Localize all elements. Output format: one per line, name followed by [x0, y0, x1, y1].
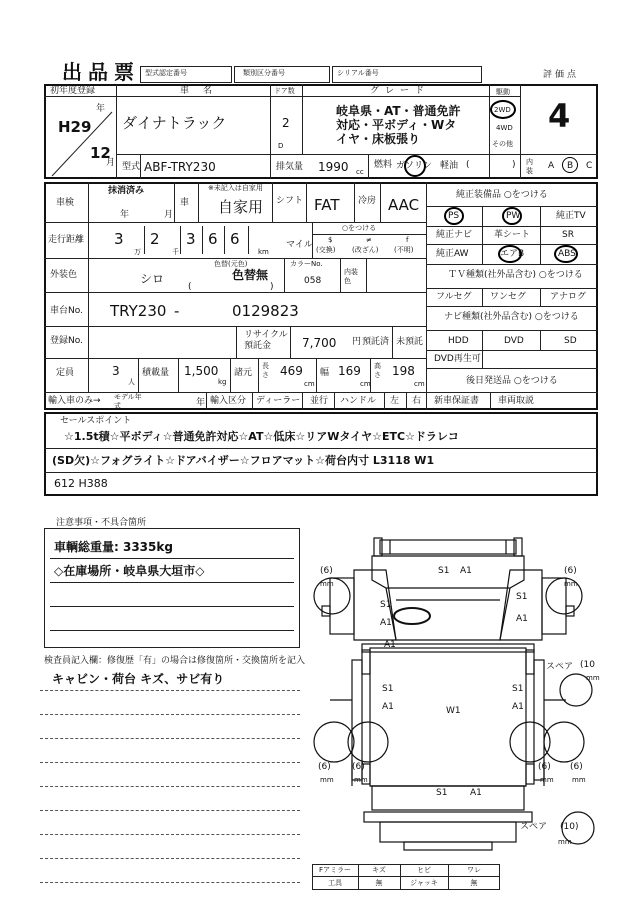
legend-cell: 無 — [375, 879, 383, 887]
displacement-label: 排気量 — [276, 162, 304, 172]
cooler-label: 冷房 — [358, 196, 377, 206]
drive-4wd: 4WD — [496, 124, 513, 132]
dims-label: 諸元 — [234, 368, 253, 378]
mile-label: マイル — [286, 240, 313, 250]
import-div-label: 輸入区分 — [210, 396, 247, 406]
spare-label-2: スペア — [520, 822, 548, 832]
first-reg-month: 12 — [90, 144, 111, 162]
model-year-label: モデル年式 — [114, 393, 142, 410]
model-value: ABF-TRY230 — [144, 160, 216, 174]
width-unit: cm — [360, 380, 371, 388]
damage-mark: A1 — [384, 640, 396, 650]
equip-airbag: エアB — [500, 249, 525, 259]
handle-label: ハンドル — [340, 396, 377, 406]
parallel-label: 並行 — [310, 396, 329, 406]
mile-opt1: $ — [328, 236, 333, 244]
tire-unit-rl1: mm — [320, 776, 334, 784]
equipment-title: 純正装備品 ○をつける — [456, 190, 548, 200]
damage-mark: A1 — [512, 702, 524, 712]
man-unit: 万 — [134, 248, 141, 256]
tire-depth-front-left: (6) — [320, 566, 333, 576]
mileage-label: 走行距離 — [48, 235, 85, 245]
fuel-label: 燃料 — [374, 160, 393, 170]
doors-value: 2 — [282, 116, 290, 130]
navi-dvd: DVD — [504, 336, 524, 346]
spare-unit-1: mm — [586, 674, 600, 682]
shaken-month: 月 — [164, 210, 174, 220]
navi-sd: SD — [564, 336, 577, 346]
legend-header: ワレ — [467, 866, 481, 874]
mile-opt2-sub: (改ざん) — [352, 246, 379, 254]
sales-line3: 612 H388 — [54, 477, 108, 490]
equip-sr: SR — [562, 230, 574, 240]
cooler-value: AAC — [388, 196, 420, 214]
displacement-value: 1990 — [318, 160, 349, 174]
interior-c: C — [586, 161, 593, 171]
notes-line2: ◇在庫場所・岐阜県大垣市◇ — [54, 564, 205, 578]
model-label: 型式 — [122, 162, 141, 172]
recycle-value: 7,700 — [302, 336, 337, 350]
capacity-unit: 人 — [128, 378, 135, 386]
score-label: 評価点 — [543, 70, 580, 80]
damage-mark: A1 — [470, 788, 482, 798]
tire-depth-front-right: (6) — [564, 566, 577, 576]
damage-mark: A1 — [460, 566, 472, 576]
load-unit: kg — [218, 378, 227, 386]
color-change-value: 色替無 — [232, 268, 269, 282]
manual-label: 車両取説 — [498, 396, 535, 406]
oil-paren: ( — [466, 160, 470, 170]
aftermarket-title: 後日発送品 ○をつける — [466, 376, 558, 386]
damage-mark: A1 — [380, 618, 392, 628]
spare-unit-2: mm — [558, 838, 572, 846]
load-label: 積載量 — [142, 368, 170, 378]
dvd-play-label: DVD再生可 — [434, 354, 481, 364]
capacity-label: 定員 — [56, 368, 75, 378]
name-label: 車名 — [180, 86, 227, 96]
grade-line3: イヤ・床板張り — [336, 132, 421, 146]
sales-line2: (SD欠)☆フォグライト☆ドアバイザー☆フロアマット☆荷台内寸 L3118 W1 — [52, 454, 435, 467]
serial-label: シリアル番号 — [337, 69, 379, 77]
sales-label: セールスポイント — [60, 416, 132, 426]
spare-value-2: (10) — [560, 822, 579, 832]
mile-opt2: ≠ — [366, 236, 372, 244]
length-value: 469 — [280, 364, 303, 378]
right-label: 右 — [412, 396, 422, 406]
shift-value: FAT — [314, 196, 340, 214]
mile-mark: ○をつける — [342, 224, 377, 232]
interior-a: A — [548, 161, 555, 171]
shaken-year: 年 — [120, 210, 130, 220]
height-label: 高さ — [374, 362, 381, 379]
mileage-digit-4: 6 — [208, 230, 218, 248]
notes-label: 注意事項・不具合箇所 — [56, 518, 147, 528]
mileage-digit-3: 3 — [186, 230, 196, 248]
import-label: 輸入車のみ→ — [48, 396, 101, 406]
color-label: 外装色 — [50, 270, 78, 280]
shaken-value: 抹消済み — [108, 186, 145, 196]
equip-abs: ABS — [558, 249, 576, 259]
reg-no-label: 登録No. — [50, 336, 83, 346]
tire-unit-fl: mm — [320, 580, 334, 588]
tire-depth-rear-right-1: (6) — [538, 762, 551, 772]
mileage-digit-1: 3 — [114, 230, 124, 248]
mile-opt3-sub: (不明) — [394, 246, 414, 254]
first-reg-year: H29 — [58, 118, 92, 136]
doors-label: ドア数 — [274, 87, 295, 95]
recycle-unpaid: 未預託 — [396, 337, 424, 347]
height-unit: cm — [414, 380, 425, 388]
mile-opt3: f — [406, 236, 409, 244]
capacity-value: 3 — [112, 364, 120, 378]
legend-header: Fアミラー — [318, 866, 352, 874]
recycle-unit: 円 — [352, 337, 362, 347]
color-paren-close: ) — [270, 282, 274, 292]
damage-mark: S1 — [382, 684, 394, 694]
displacement-unit: cc — [356, 168, 364, 176]
color-no-value: 058 — [304, 276, 322, 286]
inspector-line1: キャビン・荷台 キズ、サビ有り — [52, 672, 225, 686]
equip-ps: PS — [448, 211, 460, 221]
class-label: 類別区分番号 — [243, 69, 285, 77]
length-unit: cm — [304, 380, 315, 388]
interior-label: 内装 — [526, 158, 533, 175]
chassis-dash: - — [174, 302, 180, 320]
notes-line1: 車輌総重量: 3335kg — [54, 540, 173, 554]
inspector-label: 検査員記入欄：修復歴「有」の場合は修復箇所・交換箇所を記入 — [44, 656, 306, 666]
drive-other: その他 — [492, 140, 513, 148]
tire-depth-rear-left-2: (6) — [352, 762, 365, 772]
legend-cell: 無 — [470, 879, 478, 887]
length-label: 長さ — [262, 362, 269, 379]
height-value: 198 — [392, 364, 415, 378]
color-value: シロ — [140, 272, 165, 286]
color-change-label: 色替(元色) — [214, 260, 248, 268]
drive-label: 駆動 — [496, 88, 510, 96]
grade-line1: 岐阜県・AT・普通免許 — [336, 104, 461, 118]
first-reg-label: 初年度登録 — [50, 86, 96, 96]
damage-mark: S1 — [380, 600, 392, 610]
mileage-digit-5: 6 — [230, 230, 240, 248]
unreg-note: ※未記入は自家用 — [208, 184, 263, 192]
tire-unit-rr2: mm — [572, 776, 586, 784]
tire-depth-rear-left-1: (6) — [318, 762, 331, 772]
use-value: 自家用 — [218, 198, 264, 216]
recycle-paid: 預託済 — [362, 337, 390, 347]
oil-label: 軽油 — [440, 161, 459, 171]
oil-paren-close: ) — [512, 160, 516, 170]
color-no-label: カラーNo. — [290, 260, 323, 268]
width-value: 169 — [338, 364, 361, 378]
equip-pw: PW — [506, 211, 521, 221]
interior-b: B — [567, 161, 574, 171]
sen-unit: 千 — [172, 248, 179, 256]
left-label: 左 — [390, 396, 400, 406]
tv-analog: アナログ — [550, 292, 587, 302]
shaken-fill: 車 — [180, 198, 190, 208]
tire-unit-rl2: mm — [354, 776, 368, 784]
damage-mark: S1 — [512, 684, 524, 694]
fuel-value: ガソリン — [396, 161, 433, 171]
damage-mark: W1 — [446, 706, 461, 716]
legend-cell: ジャッキ — [410, 879, 438, 887]
legend-header: キズ — [372, 866, 386, 874]
doors-sub: D — [278, 142, 284, 150]
shift-label: シフト — [276, 196, 304, 206]
navi-title: ナビ種類(社外品含む) ○をつける — [444, 312, 579, 322]
spare-label-1: スペア — [546, 662, 574, 672]
dealer-label: ディーラー — [256, 396, 301, 406]
tv-oneseg: ワンセグ — [490, 292, 527, 302]
damage-mark: S1 — [436, 788, 448, 798]
recycle-label: リサイクル預託金 — [244, 330, 288, 351]
equip-navi: 純正ナビ — [436, 230, 473, 240]
name-value: ダイナトラック — [122, 114, 227, 132]
chassis-number: 0129823 — [232, 302, 299, 320]
interior-color-label: 内装色 — [344, 268, 358, 285]
cert-label: 型式認定番号 — [145, 69, 187, 77]
mileage-digit-2: 2 — [150, 230, 160, 248]
navi-hdd: HDD — [448, 336, 469, 346]
month-unit: 月 — [106, 158, 116, 168]
model-year-unit: 年 — [196, 398, 206, 408]
mile-opt1-sub: (交換) — [316, 246, 336, 254]
equip-tv: 純正TV — [556, 211, 586, 221]
warranty-label: 新車保証書 — [434, 396, 480, 406]
chassis-label: 車台No. — [50, 306, 83, 316]
equip-leather: 革シート — [494, 230, 531, 240]
damage-mark: A1 — [382, 702, 394, 712]
damage-mark: S1 — [438, 566, 450, 576]
km-unit: km — [258, 248, 269, 256]
score-value: 4 — [548, 97, 571, 135]
grade-line2: 対応・平ボディ・Wタ — [336, 118, 457, 132]
tire-unit-fr: mm — [564, 580, 578, 588]
drive-2wd: 2WD — [494, 106, 511, 114]
page-title: 出品票 — [62, 60, 140, 84]
grade-label: グレード — [370, 86, 431, 96]
tire-unit-rr1: mm — [540, 776, 554, 784]
width-label: 幅 — [320, 368, 330, 378]
equip-aw: 純正AW — [436, 249, 469, 259]
spare-value-1: (10 — [580, 660, 595, 670]
chassis-prefix: TRY230 — [110, 302, 167, 320]
legend-cell: 工具 — [328, 879, 342, 887]
damage-mark: S1 — [516, 592, 528, 602]
tire-depth-rear-right-2: (6) — [570, 762, 583, 772]
color-paren-open: ( — [188, 282, 192, 292]
tv-fullseg: フルセグ — [436, 292, 472, 302]
legend-header: ヒビ — [417, 866, 431, 874]
load-value: 1,500 — [184, 364, 219, 378]
sales-line1: ☆1.5t積☆平ボディ☆普通免許対応☆AT☆低床☆リアWタイヤ☆ETC☆ドラレコ — [64, 430, 459, 443]
year-unit: 年 — [96, 104, 106, 114]
damage-mark: A1 — [516, 614, 528, 624]
shaken-label: 車検 — [56, 198, 75, 208]
tv-title: ＴＶ種類(社外品含む) ○をつける — [448, 270, 583, 280]
